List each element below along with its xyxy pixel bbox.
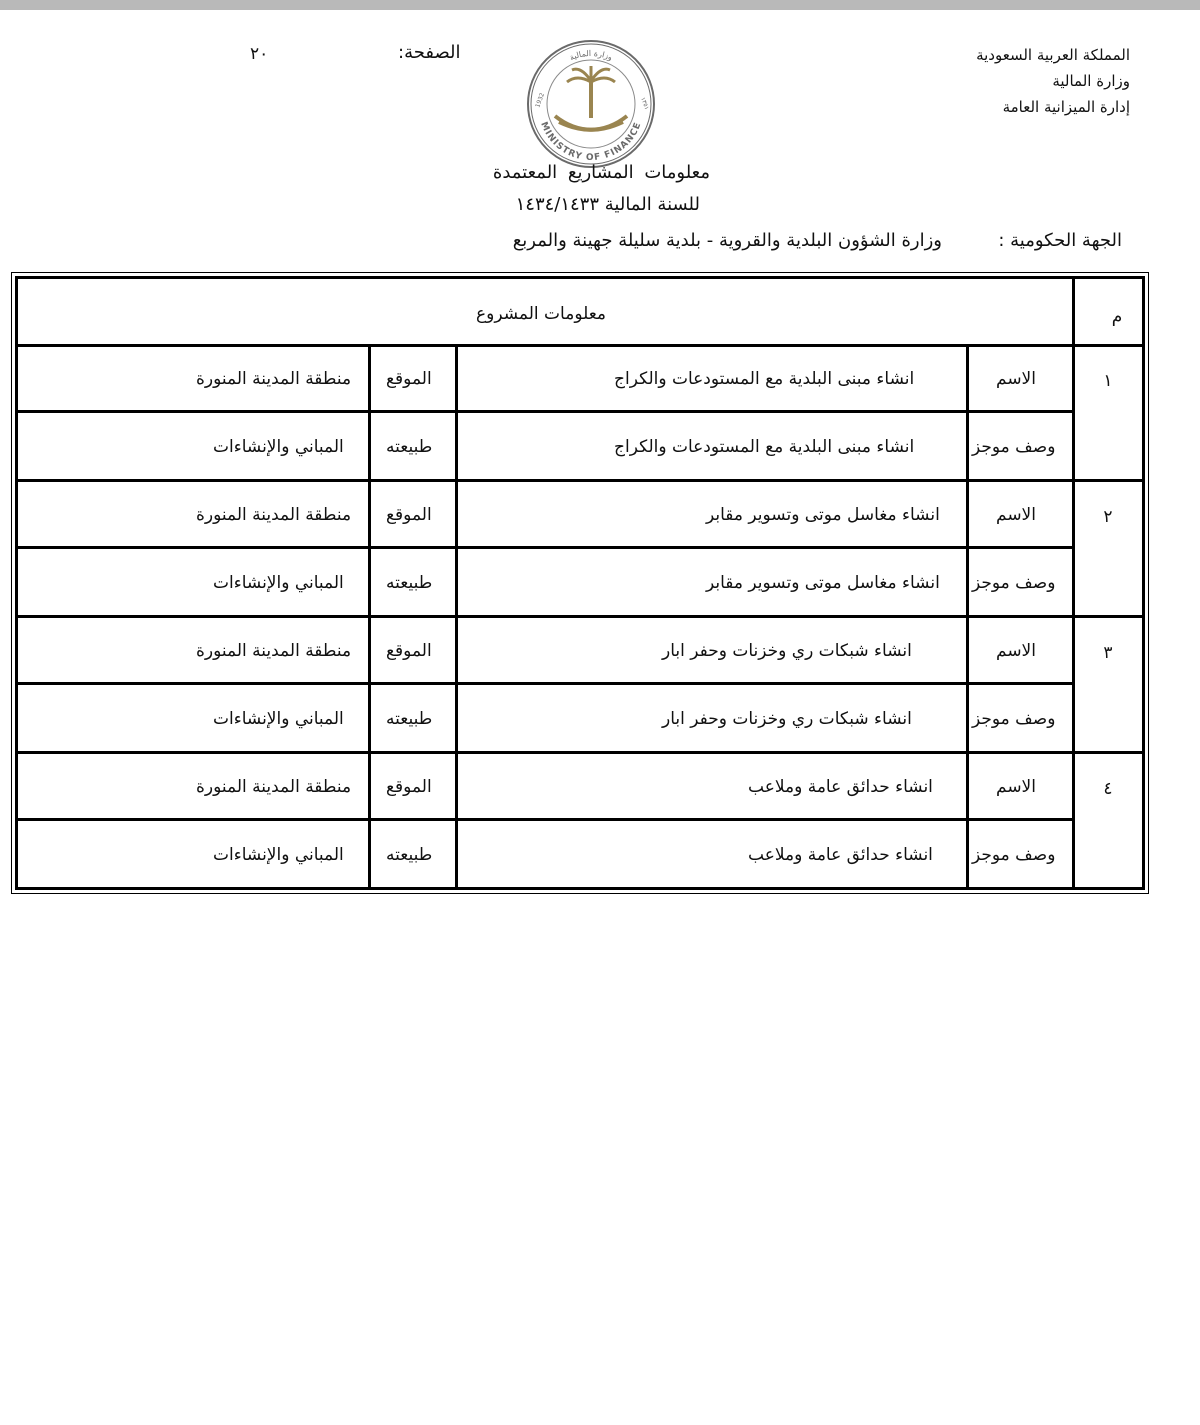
department-name: إدارة الميزانية العامة <box>1002 98 1130 116</box>
project-nature: المباني والإنشاءات <box>213 573 344 593</box>
header-number: م <box>1111 307 1123 327</box>
project-name: انشاء حدائق عامة وملاعب <box>748 777 933 797</box>
project-name: انشاء مبنى البلدية مع المستودعات والكراج <box>614 369 915 389</box>
location-label: الموقع <box>386 641 432 661</box>
kingdom-name: المملكة العربية السعودية <box>976 46 1130 64</box>
ministry-name: وزارة المالية <box>1052 72 1130 90</box>
nature-label: طبيعته <box>386 437 433 457</box>
project-location: منطقة المدينة المنورة <box>196 505 352 525</box>
entity-label: الجهة الحكومية : <box>998 230 1122 251</box>
top-border-bar <box>0 0 1200 10</box>
column-divider <box>1072 276 1075 890</box>
project-description: انشاء شبكات ري وخزنات وحفر ابار <box>662 709 912 729</box>
page-number: ٢٠ <box>250 44 269 64</box>
row-number: ٢ <box>1103 507 1113 527</box>
page-label: الصفحة: <box>398 42 461 63</box>
row-divider <box>15 682 1075 685</box>
seal-year-right: ١٣٥١ <box>639 96 651 111</box>
label-divider <box>368 344 371 890</box>
description-label: وصف موجز <box>972 573 1056 593</box>
seal-top-text: وزارة المالية <box>568 48 614 63</box>
project-description: انشاء حدائق عامة وملاعب <box>748 845 933 865</box>
row-number: ١ <box>1103 371 1113 391</box>
nature-label: طبيعته <box>386 845 433 865</box>
project-location: منطقة المدينة المنورة <box>196 369 352 389</box>
issuer-header <box>890 42 1130 120</box>
project-name: انشاء شبكات ري وخزنات وحفر ابار <box>662 641 912 661</box>
row-divider <box>15 546 1075 549</box>
row-divider <box>15 615 1145 618</box>
row-divider <box>15 818 1075 821</box>
header-project-info: معلومات المشروع <box>476 304 607 324</box>
seal-year-left: 1932 <box>534 91 547 109</box>
nature-label: طبيعته <box>386 573 433 593</box>
header-divider <box>15 344 1145 347</box>
location-label: الموقع <box>386 505 432 525</box>
project-location: منطقة المدينة المنورة <box>196 777 352 797</box>
project-nature: المباني والإنشاءات <box>213 437 344 457</box>
entity-value: وزارة الشؤون البلدية والقروية - بلدية سليلة جهينة والمربع <box>512 230 942 251</box>
seal-bottom-text: MINISTRY OF FINANCE <box>538 120 644 164</box>
project-location: منطقة المدينة المنورة <box>196 641 352 661</box>
project-description: انشاء مغاسل موتى وتسوير مقابر <box>706 573 940 593</box>
crossed-swords-icon <box>555 116 627 130</box>
fiscal-year-subtitle: للسنة المالية ١٤٣٤/١٤٣٣ <box>515 194 700 215</box>
description-label: وصف موجز <box>972 845 1056 865</box>
location-label: الموقع <box>386 777 432 797</box>
label-divider <box>966 344 969 890</box>
project-description: انشاء مبنى البلدية مع المستودعات والكراج <box>614 437 915 457</box>
description-label: وصف موجز <box>972 437 1056 457</box>
name-label: الاسم <box>996 641 1036 661</box>
palm-tree-icon <box>567 66 615 118</box>
location-label: الموقع <box>386 369 432 389</box>
value-divider <box>455 344 458 890</box>
nature-label: طبيعته <box>386 709 433 729</box>
name-label: الاسم <box>996 505 1036 525</box>
name-label: الاسم <box>996 777 1036 797</box>
row-divider <box>15 479 1145 482</box>
svg-text:MINISTRY OF FINANCE <box>538 121 643 163</box>
name-label: الاسم <box>996 369 1036 389</box>
project-nature: المباني والإنشاءات <box>213 845 344 865</box>
row-number: ٤ <box>1103 779 1113 799</box>
row-divider <box>15 410 1075 413</box>
project-nature: المباني والإنشاءات <box>213 709 344 729</box>
document-title: معلومات المشاريع المعتمدة <box>492 162 710 183</box>
ministry-of-finance-seal-icon <box>525 38 657 170</box>
row-number: ٣ <box>1103 643 1113 663</box>
row-divider <box>15 751 1145 754</box>
project-name: انشاء مغاسل موتى وتسوير مقابر <box>706 505 940 525</box>
description-label: وصف موجز <box>972 709 1056 729</box>
